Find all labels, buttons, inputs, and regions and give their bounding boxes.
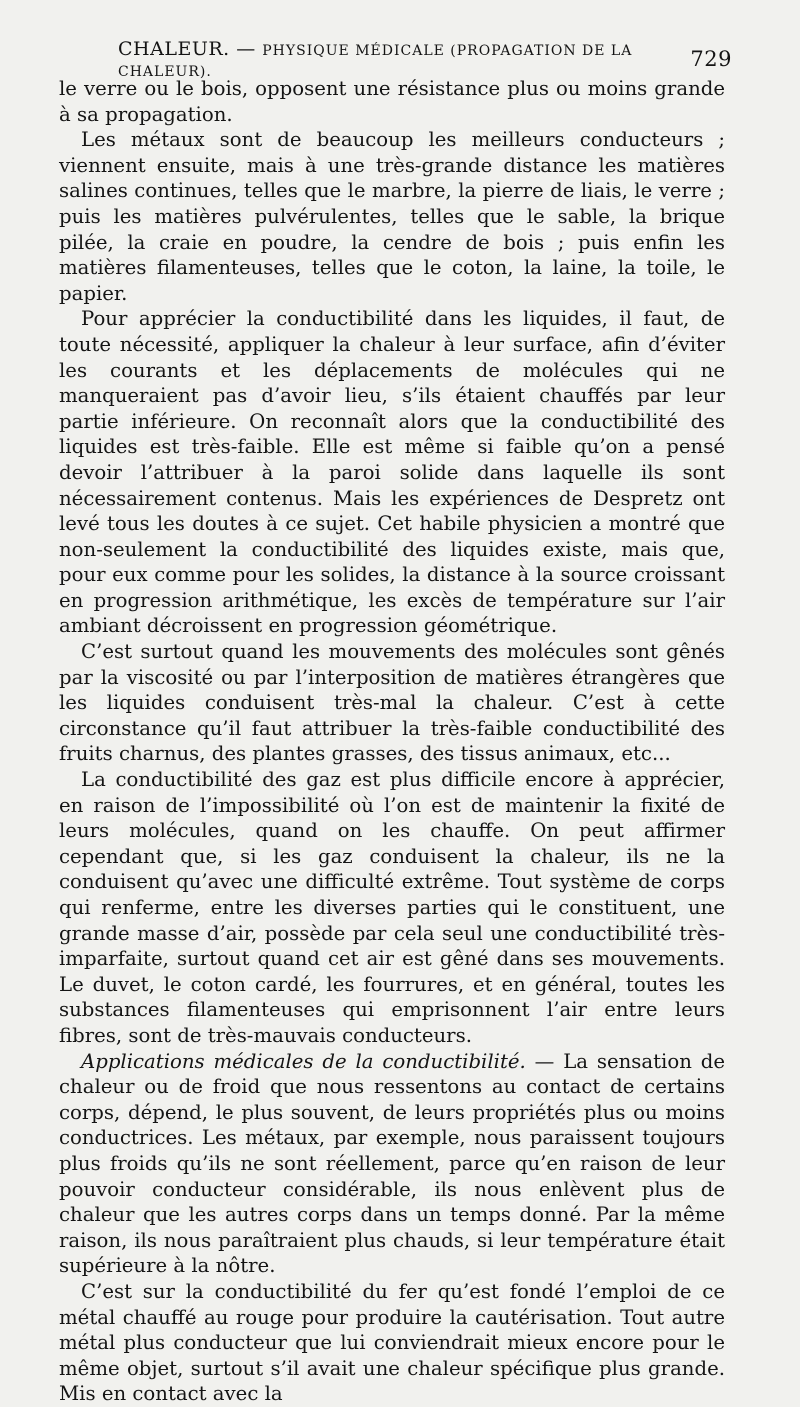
paragraph-continued: le verre ou le bois, opposent une résistance plus ou moins grande à sa propagation. (59, 77, 725, 126)
body-text (59, 76, 725, 1407)
paragraph-iron: C’est sur la conductibilité du fer qu’est fondé l’emploi de ce métal chauffé au rouge pour produire la cautérisation. Tout autre métal plus conducteur que lui conviendrait mieux encore pour le même objet, surtout s’il avait une chaleur spécifique plus grande. Mis en contact avec la (59, 1279, 725, 1406)
paragraph-gases: La conductibilité des gaz est plus difficile encore à apprécier, en raison de l’impossibilité où l’on est de maintenir la fixité de leurs molécules, quand on les chauffe. On peut affirmer cependant que, si les gaz conduisent la chaleur, ils ne la conduisent qu’avec une difficulté extrême. Tout système de corps qui renferme, entre les diverses parties qui le constituent, une grande masse d’air, possède par cela seul une conductibilité très-imparfaite, surtout quand cet air est gêné dans ses mouvements. Le duvet, le coton cardé, les fourrures, et en général, toutes les substances filamenteuses qui emprisonnent l’air entre leurs fibres, sont de très-mauvais conducteurs. (59, 768, 725, 1047)
header-subtitle: PHYSIQUE MÉDICALE (PROPAGATION DE LA CHALEUR). (118, 42, 633, 80)
paragraph-viscosity: C’est surtout quand les mouvements des molécules sont gênés par la viscosité ou par l’interposition de matières étrangères que les liquides conduisent très-mal la chaleur. C’est à cette circonstance qu’il faut attribuer la très-faible conductibilité des fruits charnus, des plantes grasses, des tissus animaux, etc... (59, 640, 725, 766)
header-title: CHALEUR. — (118, 37, 263, 60)
paragraph-applications (59, 1049, 725, 1279)
paragraph-metals: Les métaux sont de beaucoup les meilleurs conducteurs ; viennent ensuite, mais à une très-grande distance les matières salines continues, telles que le marbre, la pierre de liais, le verre ; puis les matières pulvérulentes, telles que le sable, la brique pilée, la craie en poudre, la cendre de bois ; puis enfin les matières filamenteuses, telles que le coton, la laine, la toile, le papier. (59, 128, 725, 305)
applications-heading: Applications médicales de la conductibilité. (81, 1049, 526, 1073)
header-left (118, 38, 690, 81)
page-number: 729 (690, 47, 732, 71)
applications-text: — La sensation de chaleur ou de froid que nous ressentons au contact de certains corps, dépend, le plus souvent, de leurs propriétés plus ou moins conductrices. Les métaux, par exemple, nous paraissent toujours plus froids qu’ils ne sont réellement, parce qu’en raison de leur pouvoir conducteur considérable, ils nous enlèvent plus de chaleur que les autres corps dans un temps donné. Par la même raison, ils nous paraîtraient plus chauds, si leur température était supérieure à la nôtre. (59, 1049, 725, 1278)
running-header (118, 37, 732, 80)
paragraph-liquids: Pour apprécier la conductibilité dans les liquides, il faut, de toute nécessité, appliquer la chaleur à leur surface, afin d’éviter les courants et les déplacements de molécules qui ne manqueraient pas d’avoir lieu, s’ils étaient chauffés par leur partie inférieure. On reconnaît alors que la conductibilité des liquides est très-faible. Elle est même si faible qu’on a pensé devoir l’attribuer à la paroi solide dans laquelle ils sont nécessairement contenus. Mais les expériences de Despretz ont levé tous les doutes à ce sujet. Cet habile physicien a montré que non-seulement la conductibilité des liquides existe, mais que, pour eux comme pour les solides, la distance à la source croissant en progression arithmétique, les excès de température sur l’air ambiant décroissent en progression géométrique. (59, 307, 725, 638)
